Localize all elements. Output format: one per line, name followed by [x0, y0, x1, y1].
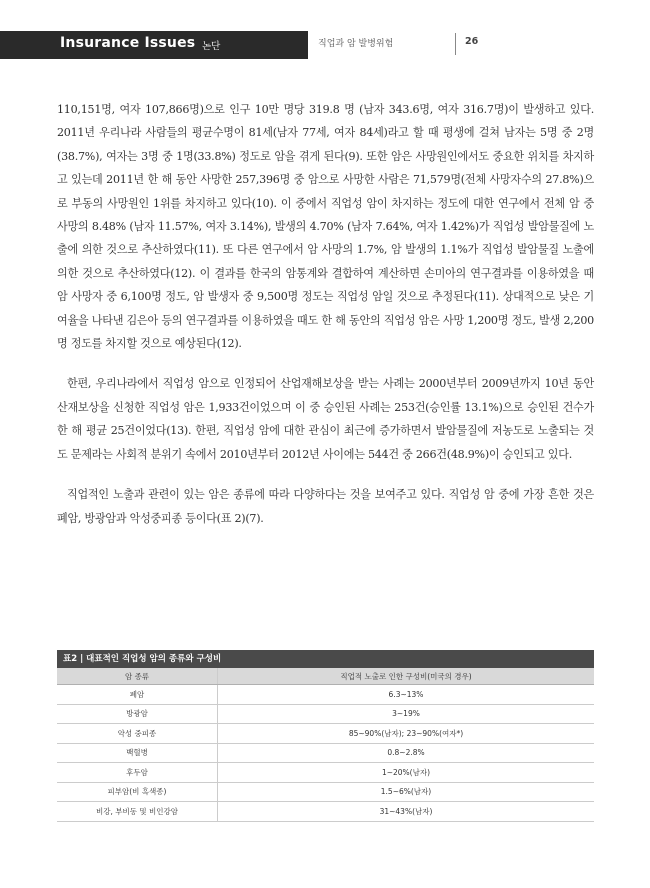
section-tag: 논단 — [202, 41, 221, 52]
cell-ratio: 85~90%(남자); 23~90%(여자*) — [218, 724, 595, 744]
column-header-cancer-type: 암 종류 — [57, 668, 218, 685]
column-header-ratio: 직업적 노출로 인한 구성비(미국의 경우) — [218, 668, 595, 685]
cancer-type-table — [57, 650, 594, 822]
cell-cancer-type: 백혈병 — [57, 743, 218, 763]
paragraph-1: 110,151명, 여자 107,866명)으로 인구 10만 명당 319.8 명 (남자 343.6명, 여자 316.7명)이 발생하고 있다. 2011년 우리나라 사람들의 평균수명이 81세(남자 77세, 여자 84세)라고 할 때 평생에 걸쳐 남자는 5명 중 2명(38.7%), 여자는 3명 중 1명(33.8%) 정도로 암을 겪게 된다(9). 또한 암은 사망원인에서도 중요한 위치를 차지하고 있는데 2011년 한 해 동안 사망한 257,396명 중 암으로 사망한 사람은 71,579명(전체 사망자수의 27.8%)으로 부동의 사망원인 1위를 차지하고 있다(10). 이 중에서 직업성 암이 차지하는 정도에 대한 연구에서 전체 암 중 사망의 8.48% (남자 11.57%, 여자 3.14%), 발생의 4.70% (남자 7.64%, 여자 1.42%)가 직업성 발암물질에 노출에 의한 것으로 추산하였다(11). 또 다른 연구에서 암 사망의 1.7%, 암 발생의 1.1%가 직업성 발암물질 노출에 의한 것으로 추산하였다(12). 이 결과를 한국의 암통계와 결합하여 계산하면 손미아의 연구결과를 이용하였을 때 암 사망자 중 6,100명 정도, 암 발생자 중 9,500명 정도는 직업성 암일 것으로 추정된다(11). 상대적으로 낮은 기여율을 나타낸 김은아 등의 연구결과를 이용하였을 때도 한 해 동안의 직업성 암은 사망 1,200명 정도, 발생 2,200명 정도를 차지할 것으로 예상된다(12). — [57, 103, 594, 351]
cell-cancer-type: 악성 중피종 — [57, 724, 218, 744]
header-divider — [455, 33, 456, 55]
cell-ratio: 31~43%(남자) — [218, 802, 595, 822]
table-row — [57, 802, 594, 822]
cell-ratio: 1.5~6%(남자) — [218, 782, 595, 802]
table-row — [57, 704, 594, 724]
body-text — [57, 98, 594, 530]
cell-cancer-type: 피부암(비 흑색종) — [57, 782, 218, 802]
table-row — [57, 743, 594, 763]
cell-cancer-type: 방광암 — [57, 704, 218, 724]
paragraph-3: 직업적인 노출과 관련이 있는 암은 종류에 따라 다양하다는 것을 보여주고 있다. 직업성 암 중에 가장 흔한 것은 폐암, 방광암과 악성중피종 등이다(표 2)(7). — [57, 488, 594, 525]
cell-ratio: 6.3~13% — [218, 685, 595, 705]
table-row — [57, 724, 594, 744]
table-caption: 표2 | 대표적인 직업성 암의 종류와 구성비 — [57, 650, 594, 668]
page-header — [0, 0, 650, 64]
cell-ratio: 0.8~2.8% — [218, 743, 595, 763]
page-number: 26 — [465, 36, 479, 47]
journal-title: Insurance Issues — [60, 35, 196, 51]
running-title: 직업과 암 발병위험 — [318, 39, 394, 49]
cell-cancer-type: 비강, 부비동 및 비인강암 — [57, 802, 218, 822]
table-row — [57, 782, 594, 802]
table-header-row — [57, 668, 594, 685]
table-row — [57, 685, 594, 705]
cell-ratio: 1~20%(남자) — [218, 763, 595, 783]
cell-cancer-type: 후두암 — [57, 763, 218, 783]
cell-cancer-type: 폐암 — [57, 685, 218, 705]
data-table — [57, 668, 594, 822]
paragraph-2: 한편, 우리나라에서 직업성 암으로 인정되어 산업재해보상을 받는 사례는 2000년부터 2009년까지 10년 동안 산재보상을 신청한 직업성 암은 1,933건이었으며 이 중 승인된 사례는 253건(승인률 13.1%)으로 승인된 건수가 한 해 평균 25건이었다(13). 한편, 직업성 암에 대한 관심이 최근에 증가하면서 발암물질에 저농도로 노출되는 것도 문제라는 사회적 분위기 속에서 2010년부터 2012년 사이에는 544건 중 266건(48.9%)이 승인되고 있다. — [57, 377, 594, 461]
table-row — [57, 763, 594, 783]
cell-ratio: 3~19% — [218, 704, 595, 724]
